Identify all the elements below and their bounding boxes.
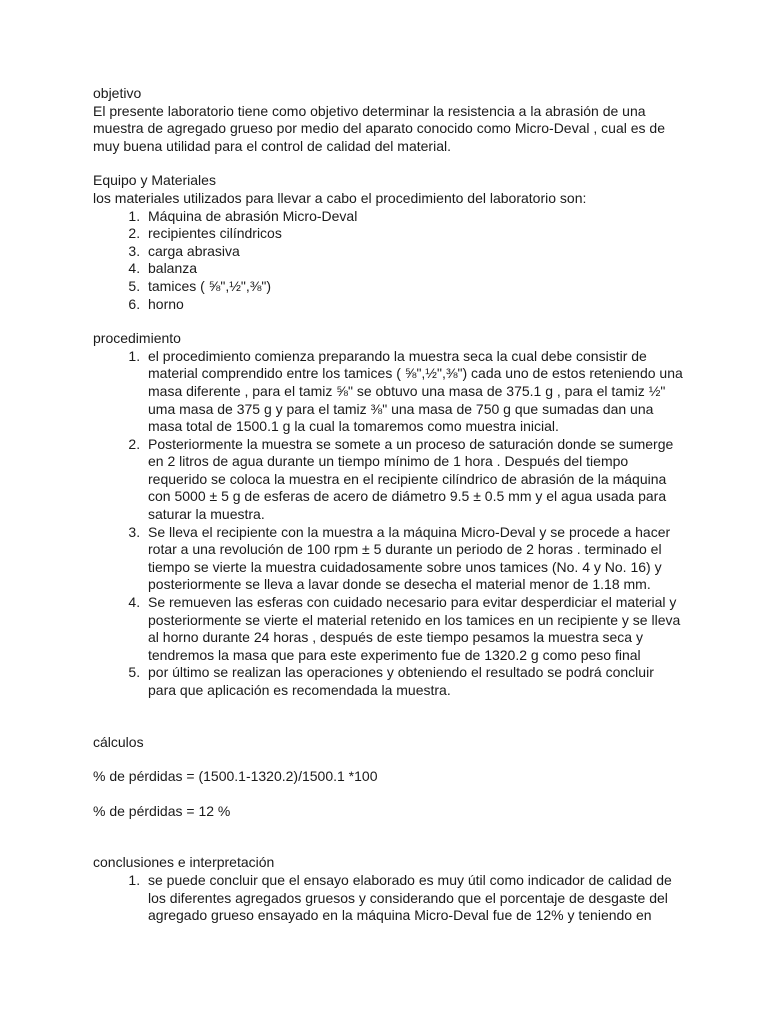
equipo-intro: los materiales utilizados para llevar a cabo el procedimiento del laboratorio son: [93, 189, 587, 206]
calculos-formula: % de pérdidas = (1500.1-1320.2)/1500.1 *100 [93, 768, 378, 785]
equipo-list [93, 208, 683, 314]
equipo-heading: Equipo y Materiales [93, 172, 216, 189]
equipo-item: 3. carga abrasiva [144, 243, 683, 261]
procedimiento-step: 4. Se remueven las esferas con cuidado necesario para evitar desperdiciar el material y posteriormente se vierte el material retenido en los tamices en un recipiente y se lleva al horno durante 24 horas , después de este tiempo pesamos la muestra seca y tendremos la masa que para este experimento fue de 1320.2 g como peso final [144, 594, 683, 664]
objetivo-heading: objetivo [93, 85, 142, 101]
equipo-item: 4. balanza [144, 260, 683, 278]
equipo-item: 6. horno [144, 296, 683, 314]
procedimiento-step: 5. por último se realizan las operaciones y obteniendo el resultado se podrá concluir para que aplicación es recomendada la muestra. [144, 664, 683, 699]
procedimiento-list [93, 348, 683, 700]
conclusiones-list [93, 872, 683, 925]
procedimiento-heading: procedimiento [93, 330, 181, 347]
calculos-heading: cálculos [93, 733, 144, 750]
procedimiento-step: 3. Se lleva el recipiente con la muestra a la máquina Micro-Deval y se procede a hacer rotar a una revolución de 100 rpm ± 5 durante un periodo de 2 horas . terminado el tiempo se vierte la muestra cuidadosamente sobre unos tamices (No. 4 y No. 16) y posteriormente se lleva a lavar donde se desecha el material menor de 1.18 mm. [144, 524, 683, 594]
procedimiento-step: 1. el procedimiento comienza preparando la muestra seca la cual debe consistir de material comprendido entre los tamices ( ⅝",½",⅜") cada uno de estos reteniendo una masa diferente , para el tamiz ⅝" se obtuvo una masa de 375.1 g , para el tamiz ½" uma masa de 375 g y para el tamiz ⅜" una masa de 750 g que sumadas dan una masa total de 1500.1 g la cual la tomaremos como muestra inicial. [144, 348, 683, 436]
conclusiones-heading: conclusiones e interpretación [93, 854, 275, 871]
equipo-item: 1. Máquina de abrasión Micro-Deval [144, 208, 683, 226]
conclusiones-item: 1. se puede concluir que el ensayo elaborado es muy útil como indicador de calidad de los diferentes agregados gruesos y considerando que el porcentaje de desgaste del agregado grueso ensayado en la máquina Micro-Deval fue de 12% y teniendo en [144, 872, 683, 925]
procedimiento-step: 2. Posteriormente la muestra se somete a un proceso de saturación donde se sumerge en 2 litros de agua durante un tiempo mínimo de 1 hora . Después del tiempo requerido se coloca la muestra en el recipiente cilíndrico de abrasión de la máquina con 5000 ± 5 g de esferas de acero de diámetro 9.5 ± 0.5 mm y el agua usada para saturar la muestra. [144, 436, 683, 524]
equipo-item: 2. recipientes cilíndricos [144, 225, 683, 243]
document-body [93, 85, 683, 925]
objetivo-text: El presente laboratorio tiene como objetivo determinar la resistencia a la abrasión de una muestra de agregado grueso por medio del aparato conocido como Micro-Deval , cual es de muy buena utilidad para el control de calidad del material. [93, 102, 665, 154]
equipo-item: 5. tamices ( ⅝",½",⅜") [144, 278, 683, 296]
calculos-result: % de pérdidas = 12 % [93, 802, 231, 819]
